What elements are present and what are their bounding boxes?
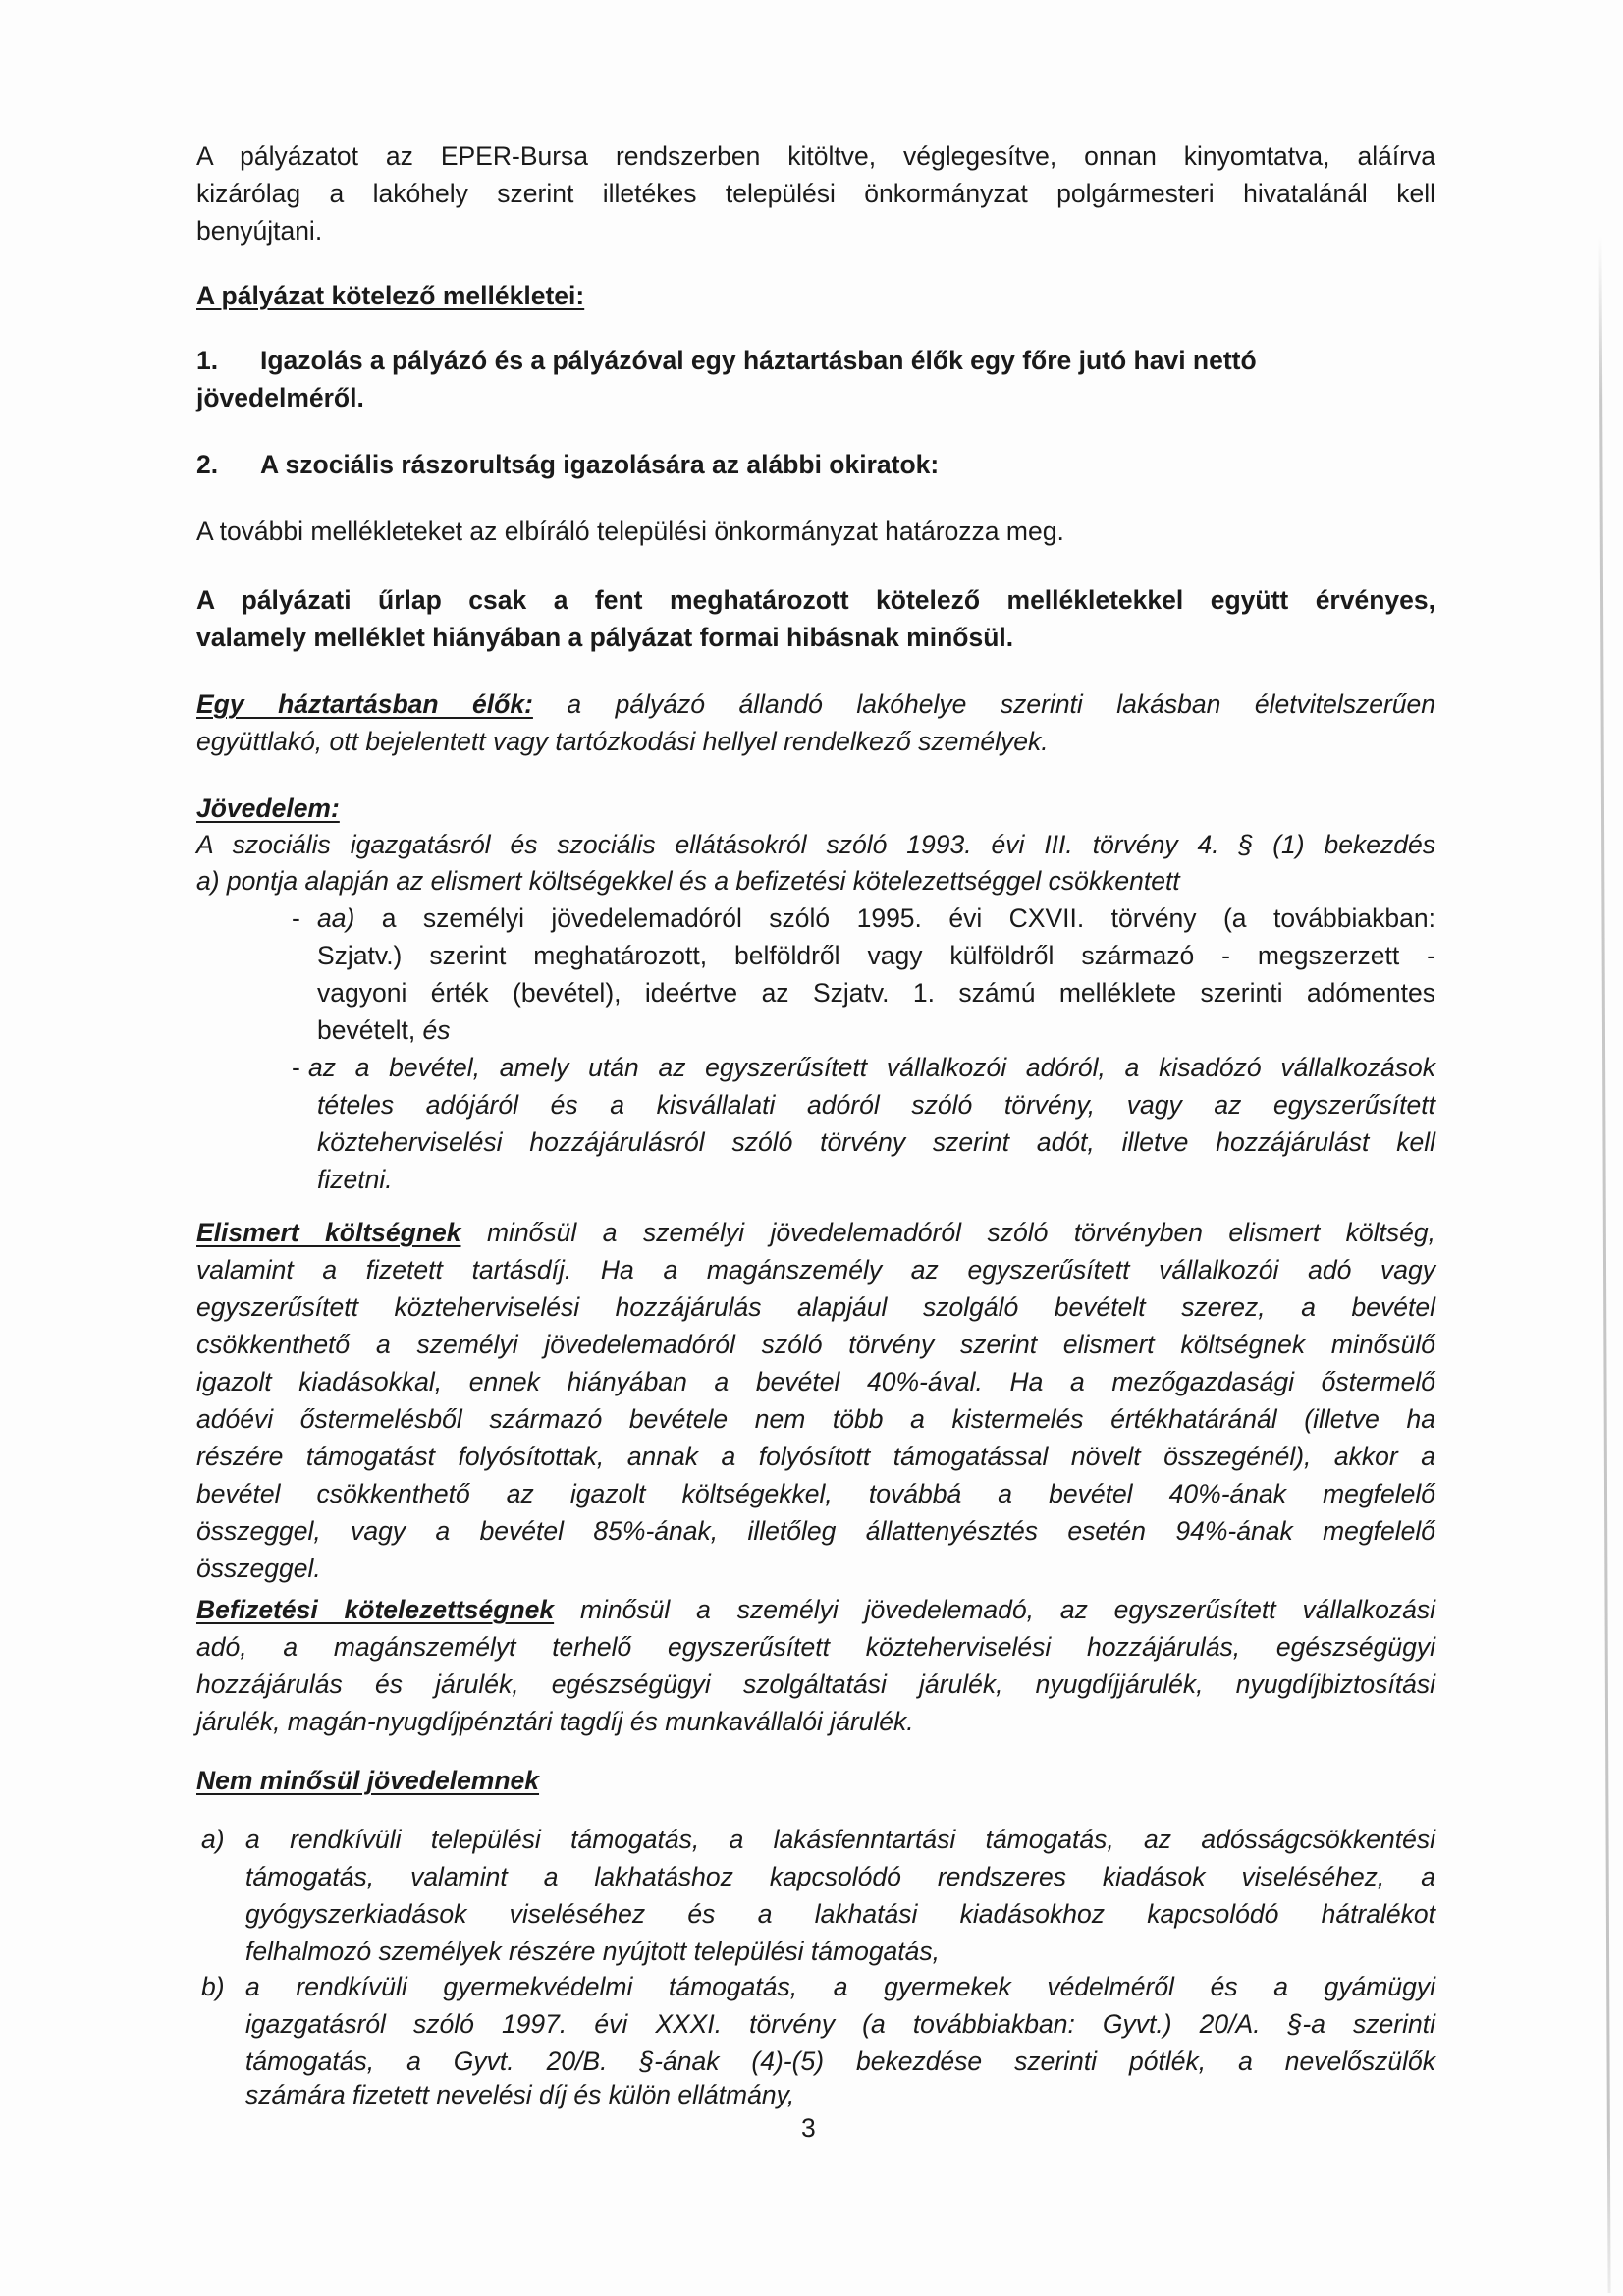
validity-warning: A pályázati űrlap csak a fent meghatározott kötelező mellékletekkel együtt érvényes, <box>196 585 1435 615</box>
income-definition: a) pontja alapján az elismert költségekkel és a befizetési kötelezettséggel csökkentett <box>196 866 1180 896</box>
recognized-costs-cont: összeggel, vagy a bevétel 85%-ának, illetőleg állattenyésztés esetén 94%-ának megfelelő <box>196 1516 1435 1546</box>
attachments-note: A további mellékleteket az elbíráló települési önkormányzat határozza meg. <box>196 517 1064 546</box>
not-income-item-b-cont: igazgatásról szóló 1997. évi XXXI. törvény (a továbbiakban: Gyvt.) 20/A. §-a szerinti <box>245 2009 1435 2039</box>
recognized-costs-cont: csökkenthető a személyi jövedelemadóról szóló törvény szerint elismert költségnek minősülő <box>196 1330 1435 1359</box>
income-sub-aa <box>317 902 1435 935</box>
income-sub-b: az a bevétel, amely után az egyszerűsített vállalkozói adóról, a kisadózó vállalkozások <box>308 1053 1435 1082</box>
recognized-costs-cont: összeggel. <box>196 1554 321 1583</box>
intro-line: benyújtani. <box>196 216 323 246</box>
not-income-item-b-cont: számára fizetett nevelési díj és külön ellátmány, <box>245 2080 795 2109</box>
income-sub-b-cont: közteherviselési hozzájárulásról szóló törvény szerint adót, illetve hozzájárulást kell <box>317 1127 1435 1157</box>
definition-text: a pályázó állandó lakóhelye szerinti lakásban életvitelszerűen <box>532 689 1435 719</box>
attachment-item-1: Igazolás a pályázó és a pályázóval egy háztartásban élők egy főre jutó havi nettó <box>260 346 1257 375</box>
not-income-item-b-cont: támogatás, a Gyvt. 20/B. §-ának (4)-(5) bekezdése szerinti pótlék, a nevelőszülők <box>245 2047 1435 2076</box>
income-sub-b-cont: fizetni. <box>317 1165 393 1194</box>
sub-label: aa) <box>317 903 355 933</box>
recognized-costs-cont: adóévi őstermelésből származó bevétele nem több a kistermelés értékhatáránál (illetve ha <box>196 1404 1435 1434</box>
not-income-item-a-cont: gyógyszerkiadások viseléséhez és a lakhatási kiadásokhoz kapcsolódó hátralékot <box>245 1899 1435 1929</box>
income-definition: A szociális igazgatásról és szociális ellátásokról szóló 1993. évi III. törvény 4. § (1) bekezdés <box>196 830 1435 859</box>
sub-text: a személyi jövedelemadóról szóló 1995. évi CXVII. törvény (a továbbiakban: <box>354 903 1435 933</box>
attachment-item-1-cont: jövedelméről. <box>196 383 364 412</box>
not-income-item-a-cont: felhalmozó személyek részére nyújtott települési támogatás, <box>245 1937 941 1966</box>
dash-bullet: - <box>292 1053 300 1082</box>
list-number: 2. <box>196 450 219 479</box>
recognized-costs-cont: valamint a fizetett tartásdíj. Ha a magánszemély az egyszerűsített vállalkozói adó vagy <box>196 1255 1435 1285</box>
term-recognized-costs: Elismert költségnek <box>196 1218 461 1247</box>
recognized-costs-cont: bevétel csökkenthető az igazolt költségekkel, továbbá a bevétel 40%-ának megfelelő <box>196 1479 1435 1508</box>
payment-obligation-cont: hozzájárulás és járulék, egészségügyi szolgáltatási járulék, nyugdíjjárulék, nyugdíjbiztosítási <box>196 1669 1435 1699</box>
validity-warning: valamely melléklet hiányában a pályázat formai hibásnak minősül. <box>196 623 1014 652</box>
list-marker-a: a) <box>201 1825 225 1854</box>
dash-bullet: - <box>292 903 300 933</box>
section-heading-attachments: A pályázat kötelező mellékletei: <box>196 281 585 310</box>
not-income-item-a: a rendkívüli települési támogatás, a lakásfenntartási támogatás, az adósságcsökkentési <box>245 1825 1435 1854</box>
recognized-costs-definition <box>196 1216 1435 1249</box>
scan-edge-line <box>1598 236 1610 2293</box>
intro-line: kizárólag a lakóhely szerint illetékes települési önkormányzat polgármesteri hivatalánál kell <box>196 179 1435 208</box>
list-marker-b: b) <box>201 1972 225 2001</box>
definition-text: minősül a személyi jövedelemadó, az egyszerűsített vállalkozási <box>554 1595 1435 1624</box>
household-definition-cont: együttlakó, ott bejelentett vagy tartózkodási hellyel rendelkező személyek. <box>196 727 1049 756</box>
definition-text: minősül a személyi jövedelemadóról szóló törvényben elismert költség, <box>460 1218 1435 1247</box>
payment-obligation-cont: járulék, magán-nyugdíjpénztári tagdíj és munkavállalói járulék. <box>196 1707 914 1736</box>
payment-obligation-cont: adó, a magánszemélyt terhelő egyszerűsített közteherviselési hozzájárulás, egészségügyi <box>196 1632 1435 1662</box>
recognized-costs-cont: igazolt kiadásokkal, ennek hiányában a bevétel 40%-ával. Ha a mezőgazdasági őstermelő <box>196 1367 1435 1396</box>
term-household: Egy háztartásban élők: <box>196 689 533 719</box>
not-income-item-b: a rendkívüli gyermekvédelmi támogatás, a gyermekek védelméről és a gyámügyi <box>245 1972 1435 2001</box>
income-sub-aa-cont: vagyoni érték (bevétel), ideértve az Szjatv. 1. számú melléklete szerinti adómentes <box>317 978 1435 1008</box>
income-sub-aa-cont <box>317 1013 1435 1047</box>
recognized-costs-cont: egyszerűsített közteherviselési hozzájárulás alapjául szolgáló bevételt szerez, a bevétel <box>196 1292 1435 1322</box>
page-number: 3 <box>801 2113 816 2143</box>
list-number: 1. <box>196 346 219 375</box>
term-payment-obligation: Befizetési kötelezettségnek <box>196 1595 555 1624</box>
term-income: Jövedelem: <box>196 793 340 823</box>
income-sub-b-cont: tételes adójáról és a kisvállalati adóról szóló törvény, vagy az egyszerűsített <box>317 1090 1435 1120</box>
sub-text: és <box>422 1015 451 1045</box>
payment-obligation-definition <box>196 1593 1435 1626</box>
household-definition <box>196 687 1435 721</box>
recognized-costs-cont: részére támogatást folyósítottak, annak a folyósított támogatással növelt összegénél), akkor a <box>196 1442 1435 1471</box>
income-sub-aa-cont: Szjatv.) szerint meghatározott, belföldről vagy külföldről származó - megszerzett - <box>317 941 1435 970</box>
intro-line: A pályázatot az EPER-Bursa rendszerben kitöltve, véglegesítve, onnan kinyomtatva, aláírva <box>196 141 1435 171</box>
sub-text: bevételt, <box>317 1015 423 1045</box>
term-not-income: Nem minősül jövedelemnek <box>196 1766 540 1795</box>
not-income-item-a-cont: támogatás, valamint a lakhatáshoz kapcsolódó rendszeres kiadások viseléséhez, a <box>245 1862 1435 1891</box>
attachment-item-2: A szociális rászorultság igazolására az alábbi okiratok: <box>260 450 940 479</box>
